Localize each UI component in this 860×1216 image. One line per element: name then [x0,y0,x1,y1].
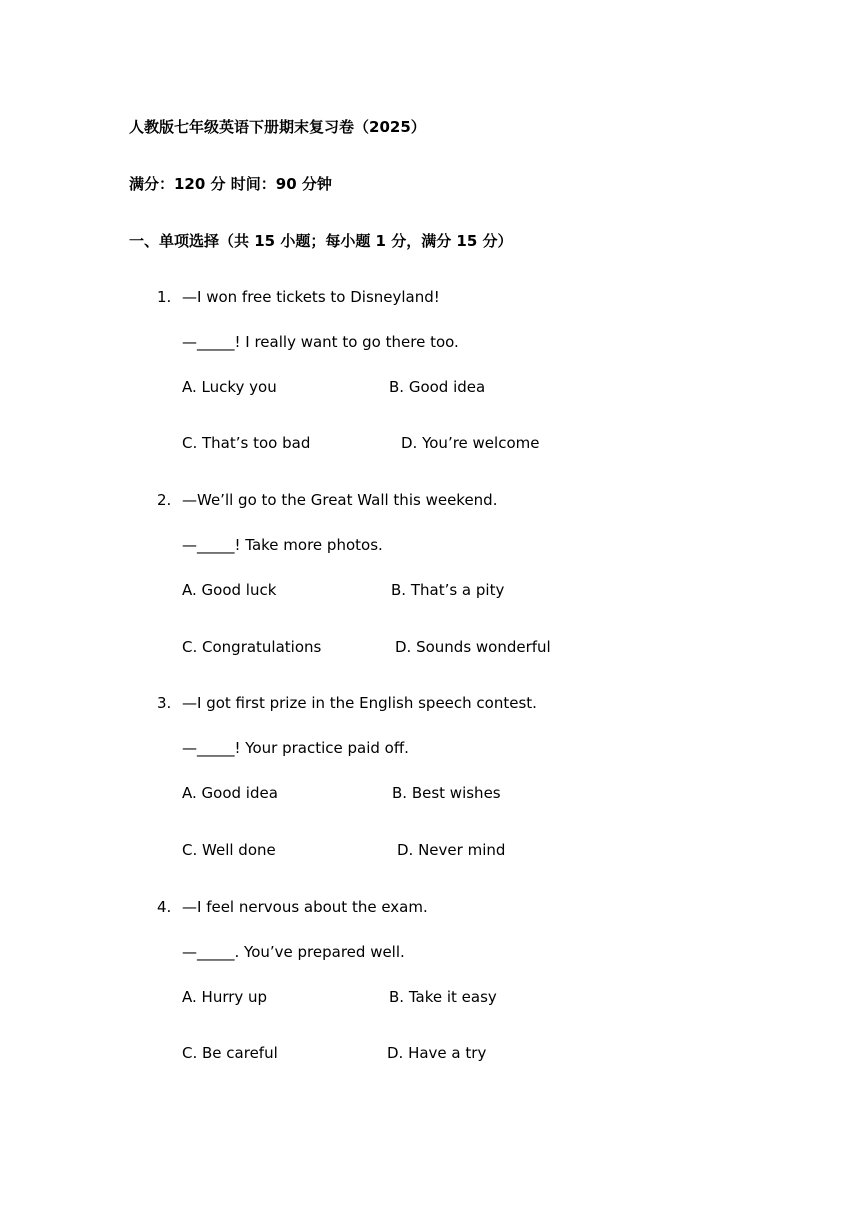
question-reply: —_____! Your practice paid off. [182,739,409,757]
option-c: C. Congratulations [182,638,322,656]
question-prompt: —We’ll go to the Great Wall this weekend. [182,491,498,509]
option-a: A. Good luck [182,581,277,599]
option-d: D. Have a try [387,1044,487,1062]
document-title: 人教版七年级英语下册期末复习卷（2025） [129,118,426,136]
option-b: B. Best wishes [392,784,501,802]
option-c: C. That’s too bad [182,434,311,452]
option-c: C. Well done [182,841,276,859]
option-d: D. Never mind [397,841,506,859]
score-and-time: 满分：120 分 时间：90 分钟 [129,175,332,193]
option-a: A. Good idea [182,784,278,802]
option-b: B. That’s a pity [391,581,505,599]
question-prompt: —I got first prize in the English speech contest. [182,694,537,712]
question-reply: —_____! Take more photos. [182,536,383,554]
question-number: 2. [157,491,172,509]
section-heading: 一、单项选择（共 15 小题；每小题 1 分，满分 15 分） [129,232,513,250]
question-number: 4. [157,898,172,916]
option-a: A. Hurry up [182,988,268,1006]
option-a: A. Lucky you [182,378,277,396]
question-reply: —_____. You’ve prepared well. [182,943,405,961]
question-prompt: —I won free tickets to Disneyland! [182,288,440,306]
option-d: D. Sounds wonderful [395,638,551,656]
question-prompt: —I feel nervous about the exam. [182,898,428,916]
question-reply: —_____! I really want to go there too. [182,333,459,351]
option-b: B. Take it easy [389,988,497,1006]
option-b: B. Good idea [389,378,486,396]
option-d: D. You’re welcome [401,434,540,452]
option-c: C. Be careful [182,1044,278,1062]
question-number: 1. [157,288,172,306]
question-number: 3. [157,694,172,712]
